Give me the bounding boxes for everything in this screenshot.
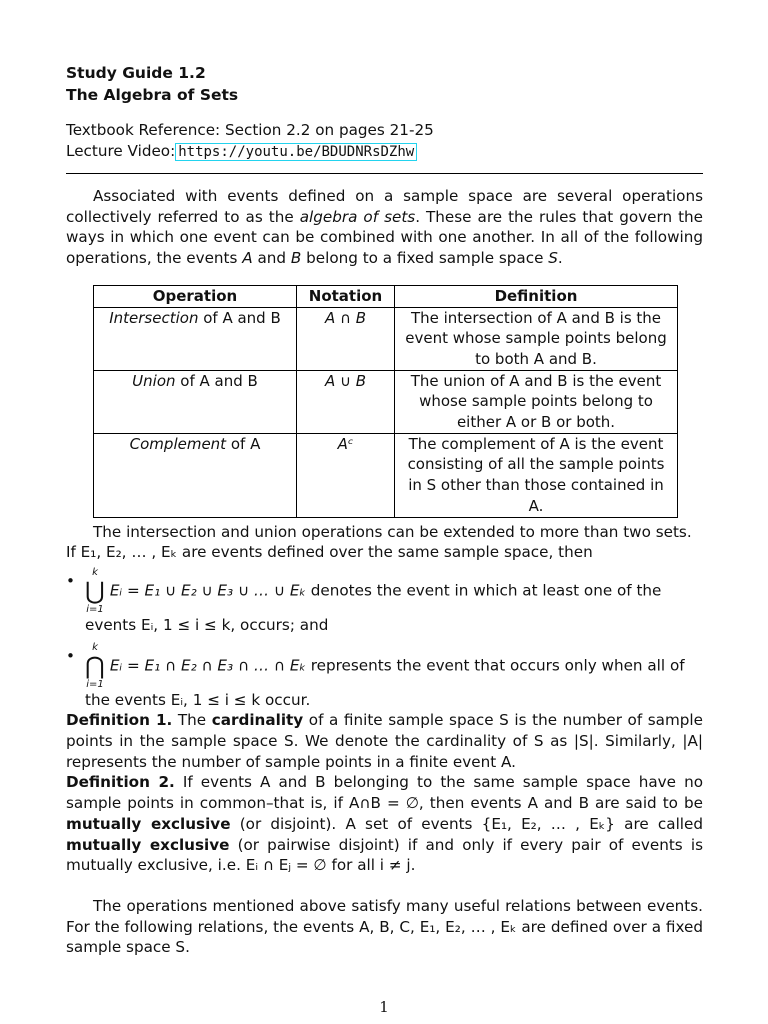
operation-name: Intersection xyxy=(109,308,199,327)
intro-text-b: . These are the rules that govern the ways in which one event can be combined with one another. In all of the following operations, the events xyxy=(66,207,703,268)
definition-1-text-b: of a finite sample space S is the number of sample points in the sample space S. We denote the cardinality of S as |S|. Similarly, |A| represents the number of sample points in a finite event A. xyxy=(66,711,703,771)
operation-rest: of A xyxy=(226,434,261,453)
intersection-operator-icon xyxy=(85,642,105,690)
list-item xyxy=(66,642,703,711)
intro-var-s: S xyxy=(548,249,558,268)
upper-limit: k xyxy=(92,566,98,578)
intro-and: and xyxy=(252,249,291,268)
intro-paragraph xyxy=(66,186,703,269)
table-row xyxy=(94,433,678,517)
lecture-video-label: Lecture Video: xyxy=(66,142,176,160)
lecture-video-line xyxy=(66,141,703,163)
header-operation: Operation xyxy=(94,285,297,307)
intro-var-b: B xyxy=(290,249,302,268)
intro-end: . xyxy=(557,249,563,268)
references xyxy=(66,120,703,163)
header-definition: Definition xyxy=(395,285,678,307)
definition-2-text-c: (or pairwise disjoint) if and only if every pair of events is mutually exclusive, i.e. Eᵢ ∩ Eⱼ = ∅ for all i ≠ j. xyxy=(66,835,703,875)
notation-cell: A ∩ B xyxy=(297,307,395,370)
definition-2-heading: Definition 2. xyxy=(66,773,175,792)
union-description: denotes the event in which at least one of the events Eᵢ, 1 ≤ i ≤ k, occurs; and xyxy=(85,581,662,634)
notation-cell: A ∪ B xyxy=(297,370,395,433)
bullet-icon: • xyxy=(66,646,75,665)
definition-cell: The union of A and B is the event whose sample points belong to either A or B or both. xyxy=(395,370,678,433)
intro-var-a: A xyxy=(242,249,253,268)
definition-2 xyxy=(66,772,703,876)
operation-name: Complement xyxy=(129,434,227,453)
header-notation: Notation xyxy=(297,285,395,307)
definition-cell: The intersection of A and B is the event whose sample points belong to both A and B. xyxy=(395,307,678,370)
operation-cell xyxy=(94,307,297,370)
big-union-symbol: ⋃ xyxy=(85,576,105,605)
definition-2-term-1: mutually exclusive xyxy=(66,814,231,833)
operation-cell xyxy=(94,433,297,517)
title-line-1: Study Guide 1.2 xyxy=(66,64,206,82)
definition-1 xyxy=(66,710,703,772)
list-item xyxy=(66,567,703,636)
intersection-description: represents the event that occurs only when all of the events Eᵢ, 1 ≤ i ≤ k occur. xyxy=(85,656,685,709)
extension-line-2: If E₁, E₂, … , Eₖ are events defined over the same sample space, then xyxy=(66,543,593,562)
union-operator-icon xyxy=(85,567,105,615)
page-title xyxy=(66,62,703,106)
definition-cell: The complement of A is the event consisting of all the sample points in S other than those contained in A. xyxy=(395,433,678,517)
operations-table xyxy=(93,285,678,518)
intersection-formula: Eᵢ = E₁ ∩ E₂ ∩ E₃ ∩ … ∩ Eₖ xyxy=(109,656,306,675)
definition-2-term-2: mutually exclusive xyxy=(66,835,230,854)
closing-paragraph: The operations mentioned above satisfy many useful relations between events. For the following relations, the events A, B, C, E₁, E₂, … , Eₖ are defined over a fixed sample space S. xyxy=(66,896,703,957)
intro-text-a: Associated with events defined on a sample space are several operations collectively referred to as the xyxy=(66,187,703,226)
definition-1-term: cardinality xyxy=(211,711,304,730)
operation-rest: of A and B xyxy=(198,308,281,327)
definition-2-text-b: (or disjoint). A set of events {E₁, E₂, … , Eₖ} are called xyxy=(230,814,703,833)
lower-limit: i=1 xyxy=(86,603,104,615)
table-row xyxy=(94,307,678,370)
intro-emphasis: algebra of sets xyxy=(299,207,416,226)
union-formula: Eᵢ = E₁ ∪ E₂ ∪ E₃ ∪ … ∪ Eₖ xyxy=(109,581,306,600)
extension-line-1: The intersection and union operations can be extended to more than two sets. xyxy=(93,522,692,541)
intro-text-c: belong to a fixed sample space xyxy=(301,249,549,268)
big-intersection-symbol: ⋂ xyxy=(85,651,105,680)
upper-limit: k xyxy=(92,641,98,653)
lecture-video-link[interactable]: https://youtu.be/BDUDNRsDZhw xyxy=(175,143,417,161)
operation-name: Union xyxy=(132,371,176,390)
lower-limit: i=1 xyxy=(86,678,104,690)
notation-cell: Aᶜ xyxy=(297,433,395,517)
title-line-2: The Algebra of Sets xyxy=(66,86,239,104)
operation-cell xyxy=(94,370,297,433)
textbook-reference: Textbook Reference: Section 2.2 on pages 21-25 xyxy=(66,121,434,139)
header-divider xyxy=(66,173,703,174)
definition-2-text-a: If events A and B belonging to the same sample space have no sample points in common–that is, if A∩B = ∅, then events A and B are said to be xyxy=(66,773,703,813)
bullet-icon: • xyxy=(66,571,75,590)
page-number: 1 xyxy=(379,998,389,1016)
operation-rest: of A and B xyxy=(175,371,258,390)
definition-1-text-a: The xyxy=(172,711,212,730)
definition-1-heading: Definition 1. xyxy=(66,711,173,730)
table-header-row xyxy=(94,285,678,307)
table-row xyxy=(94,370,678,433)
page-content xyxy=(66,62,703,958)
